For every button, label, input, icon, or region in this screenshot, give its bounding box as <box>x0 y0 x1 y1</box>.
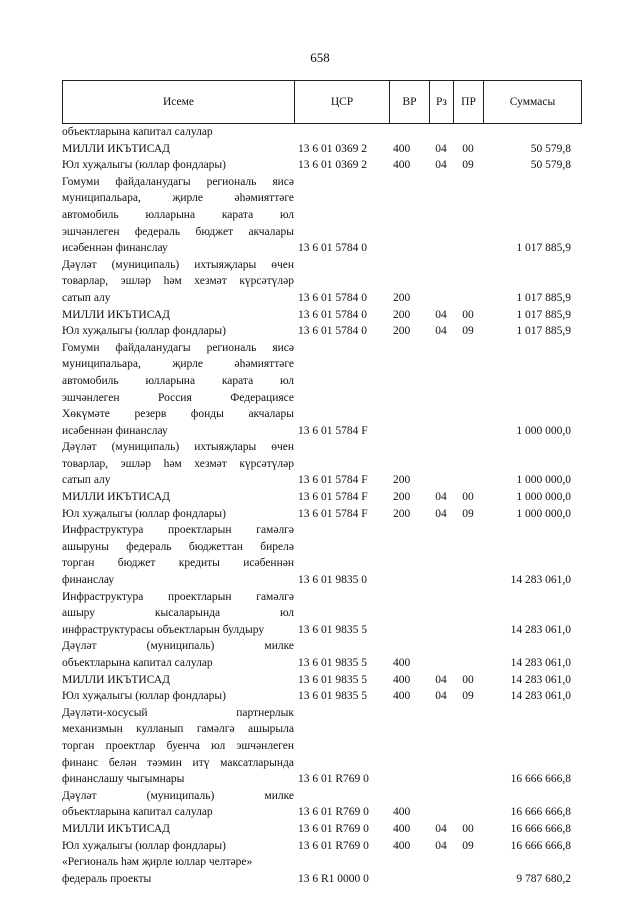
table-row <box>62 257 581 307</box>
row-sum: 1 017 885,9 <box>516 242 571 255</box>
row-name-line: объектларына капитал салулар <box>62 126 213 138</box>
row-sum: 1 017 885,9 <box>516 325 571 338</box>
row-name <box>62 307 294 324</box>
header-csr: ЦСР <box>295 81 390 124</box>
row-name-line: эшчәнлеген федераль бюджет акчалары <box>62 225 294 238</box>
row-name <box>62 141 294 158</box>
row-csr: 13 6 01 9835 5 <box>298 623 367 636</box>
row-csr: 13 6 01 5784 F <box>298 491 368 504</box>
row-name-line: Дәүләти-хосусый партнерлык <box>62 706 294 719</box>
row-name-line: автомобиль юлларына карата юл <box>62 208 294 221</box>
header-rz: Рз <box>430 81 454 124</box>
row-name-line: товарлар, эшләр һәм хезмәт күрсәтүләр <box>62 457 294 470</box>
row-sum: 1 000 000,0 <box>516 507 571 520</box>
row-name <box>62 257 294 307</box>
row-name <box>62 522 294 588</box>
table-row <box>62 838 581 855</box>
row-vr: 400 <box>393 657 411 669</box>
row-name <box>62 589 294 639</box>
row-csr: 13 6 01 R769 0 <box>298 822 369 835</box>
row-name-line: «Региональ һәм җирле юллар челтәре» <box>62 856 253 869</box>
row-name-line: муниципальара, җирле әһәмияттәге <box>62 192 294 205</box>
row-name <box>62 672 294 689</box>
row-name-line: Дәүләт (муниципаль) милке <box>62 789 294 802</box>
table-row <box>62 323 581 340</box>
row-vr: 400 <box>393 142 411 155</box>
table-row <box>62 506 581 523</box>
row-vr: 200 <box>393 325 411 338</box>
row-name <box>62 174 294 257</box>
row-name-line: Гомуми файдаланудагы региональ яисә <box>62 175 294 188</box>
row-name-line: МИЛЛИ ИКЪТИСАД <box>62 142 170 155</box>
header-name: Исеме <box>63 81 295 124</box>
row-sum: 1 000 000,0 <box>516 474 571 487</box>
row-rz: 04 <box>435 690 447 703</box>
row-vr: 400 <box>393 673 411 686</box>
row-name <box>62 439 294 489</box>
table-row <box>62 821 581 838</box>
row-name <box>62 506 294 523</box>
row-csr: 13 6 01 5784 F <box>298 424 368 437</box>
row-name-line: Юл хуҗалыгы (юллар фондлары) <box>62 690 226 703</box>
table-row <box>62 157 581 174</box>
row-csr: 13 6 01 9835 5 <box>298 673 367 686</box>
row-pr: 00 <box>462 308 474 321</box>
row-csr: 13 6 01 5784 0 <box>298 308 367 321</box>
row-name <box>62 821 294 838</box>
row-name-line: Юл хуҗалыгы (юллар фондлары) <box>62 839 226 852</box>
row-name-line: инфраструктурасы объектларын булдыру <box>62 623 265 636</box>
row-rz: 04 <box>435 308 447 321</box>
row-name <box>62 838 294 855</box>
row-vr: 400 <box>393 159 411 172</box>
row-name <box>62 340 294 440</box>
row-sum: 14 283 061,0 <box>510 574 571 587</box>
row-name <box>62 157 294 174</box>
table-row <box>62 688 581 705</box>
row-name <box>62 705 294 788</box>
row-name-line: финанслашу чыгымнары <box>62 773 185 786</box>
row-csr: 13 6 01 5784 0 <box>298 242 367 255</box>
row-sum: 16 666 666,8 <box>510 806 571 819</box>
row-name <box>62 124 294 141</box>
row-name-line: Хөкүмәте резерв фонды акчалары <box>62 408 294 421</box>
row-pr: 00 <box>462 673 474 686</box>
row-sum: 9 787 680,2 <box>516 872 571 885</box>
row-rz: 04 <box>435 142 447 155</box>
row-name <box>62 854 294 887</box>
table-row <box>62 788 581 821</box>
row-pr: 09 <box>462 507 474 520</box>
row-vr: 200 <box>393 474 411 487</box>
row-name <box>62 688 294 705</box>
table-row <box>62 672 581 689</box>
row-sum: 14 283 061,0 <box>510 623 571 636</box>
row-pr: 09 <box>462 325 474 338</box>
row-sum: 1 000 000,0 <box>516 491 571 504</box>
row-vr: 400 <box>393 806 411 819</box>
table-row <box>62 174 581 257</box>
row-name-line: объектларына капитал салулар <box>62 806 213 819</box>
row-csr: 13 6 01 0369 2 <box>298 142 367 155</box>
row-name <box>62 323 294 340</box>
row-sum: 50 579,8 <box>530 142 571 155</box>
row-rz: 04 <box>435 325 447 338</box>
row-csr: 13 6 01 9835 5 <box>298 690 367 703</box>
row-name-line: МИЛЛИ ИКЪТИСАД <box>62 491 170 504</box>
page-number: 658 <box>310 50 330 65</box>
row-sum: 1 017 885,9 <box>516 308 571 321</box>
row-name-line: торган бюджет кредиты исәбеннән <box>62 557 294 570</box>
row-name-line: исәбеннән финанслау <box>62 242 168 255</box>
row-sum: 1 000 000,0 <box>516 424 571 437</box>
row-name-line: товарлар, эшләр һәм хезмәт күрсәтүләр <box>62 275 294 288</box>
row-name-line: МИЛЛИ ИКЪТИСАД <box>62 673 170 686</box>
row-csr: 13 6 01 5784 F <box>298 474 368 487</box>
table-row <box>62 705 581 788</box>
row-vr: 400 <box>393 822 411 835</box>
row-rz: 04 <box>435 507 447 520</box>
row-name-line: Дәүләт (муниципаль) ихтыяҗлары өчен <box>62 258 294 271</box>
row-csr: 13 6 01 R769 0 <box>298 839 369 852</box>
row-name-line: Инфраструктура проектларын гамәлгә <box>62 524 294 537</box>
row-sum: 1 017 885,9 <box>516 291 571 304</box>
row-name-line: финанслау <box>62 574 115 587</box>
row-pr: 00 <box>462 822 474 835</box>
row-name <box>62 638 294 671</box>
table-row <box>62 307 581 324</box>
table-row <box>62 638 581 671</box>
row-name-line: Юл хуҗалыгы (юллар фондлары) <box>62 325 226 338</box>
row-name-line: объектларына капитал салулар <box>62 657 213 669</box>
row-name-line: Гомуми файдаланудагы региональ яисә <box>62 341 294 354</box>
table-row <box>62 589 581 639</box>
row-rz: 04 <box>435 839 447 852</box>
row-csr: 13 6 01 5784 0 <box>298 291 367 304</box>
row-csr: 13 6 01 0369 2 <box>298 159 367 172</box>
row-pr: 00 <box>462 142 474 155</box>
row-name-line: торган проектлар буенча юл эшчәнлеген <box>62 739 294 752</box>
row-name-line: исәбеннән финанслау <box>62 424 168 437</box>
row-name-line: федераль проекты <box>62 872 152 885</box>
row-vr: 400 <box>393 690 411 703</box>
row-name <box>62 788 294 821</box>
table-body <box>62 124 581 887</box>
table-row <box>62 854 581 887</box>
row-vr: 400 <box>393 839 411 852</box>
table-row <box>62 489 581 506</box>
table-header <box>62 80 582 124</box>
table-row <box>62 522 581 588</box>
table-row <box>62 124 581 141</box>
row-csr: 13 6 01 5784 0 <box>298 325 367 338</box>
row-sum: 16 666 666,8 <box>510 773 571 786</box>
row-sum: 16 666 666,8 <box>510 822 571 835</box>
row-pr: 09 <box>462 839 474 852</box>
row-name-line: автомобиль юлларына карата юл <box>62 374 294 387</box>
row-csr: 13 6 01 9835 5 <box>298 657 367 669</box>
row-csr: 13 6 R1 0000 0 <box>298 872 369 885</box>
row-name-line: Юл хуҗалыгы (юллар фондлары) <box>62 159 226 172</box>
row-name-line: ашыру кысаларында юл <box>62 607 294 620</box>
row-rz: 04 <box>435 822 447 835</box>
row-name-line: Дәүләт (муниципаль) ихтыяҗлары өчен <box>62 441 294 454</box>
row-vr: 200 <box>393 507 411 520</box>
row-pr: 09 <box>462 159 474 172</box>
header-vr: ВР <box>390 81 430 124</box>
row-vr: 200 <box>393 308 411 321</box>
header-sum: Суммасы <box>484 81 582 124</box>
row-vr: 200 <box>393 291 411 304</box>
row-rz: 04 <box>435 673 447 686</box>
header-pr: ПР <box>454 81 484 124</box>
row-sum: 14 283 061,0 <box>510 673 571 686</box>
row-name-line: МИЛЛИ ИКЪТИСАД <box>62 308 170 321</box>
row-pr: 00 <box>462 491 474 504</box>
row-name-line: муниципальара, җирле әһәмияттәге <box>62 358 294 371</box>
row-name-line: Дәүләт (муниципаль) милке <box>62 640 294 653</box>
row-rz: 04 <box>435 159 447 172</box>
row-pr: 09 <box>462 690 474 703</box>
row-rz: 04 <box>435 491 447 504</box>
row-csr: 13 6 01 9835 0 <box>298 574 367 587</box>
table-row <box>62 439 581 489</box>
row-name-line: финанс белән тәэмин итү максатларында <box>62 756 294 769</box>
table-row <box>62 141 581 158</box>
row-name-line: сатып алу <box>62 474 111 487</box>
row-csr: 13 6 01 R769 0 <box>298 806 369 819</box>
row-name-line: эшчәнлеген Россия Федерациясе <box>62 391 294 404</box>
table-row <box>62 340 581 440</box>
row-sum: 14 283 061,0 <box>510 657 571 669</box>
row-name-line: ашыруны федераль бюджеттан бирелә <box>62 540 294 553</box>
row-name-line: МИЛЛИ ИКЪТИСАД <box>62 822 170 835</box>
row-vr: 200 <box>393 491 411 504</box>
row-sum: 14 283 061,0 <box>510 690 571 703</box>
row-csr: 13 6 01 5784 F <box>298 507 368 520</box>
row-name-line: сатып алу <box>62 291 111 304</box>
row-sum: 16 666 666,8 <box>510 839 571 852</box>
row-name <box>62 489 294 506</box>
row-csr: 13 6 01 R769 0 <box>298 773 369 786</box>
row-name-line: механизмын кулланып гамәлгә ашырыла <box>62 723 294 736</box>
row-name-line: Юл хуҗалыгы (юллар фондлары) <box>62 507 226 520</box>
row-name-line: Инфраструктура проектларын гамәлгә <box>62 590 294 603</box>
row-sum: 50 579,8 <box>530 159 571 172</box>
